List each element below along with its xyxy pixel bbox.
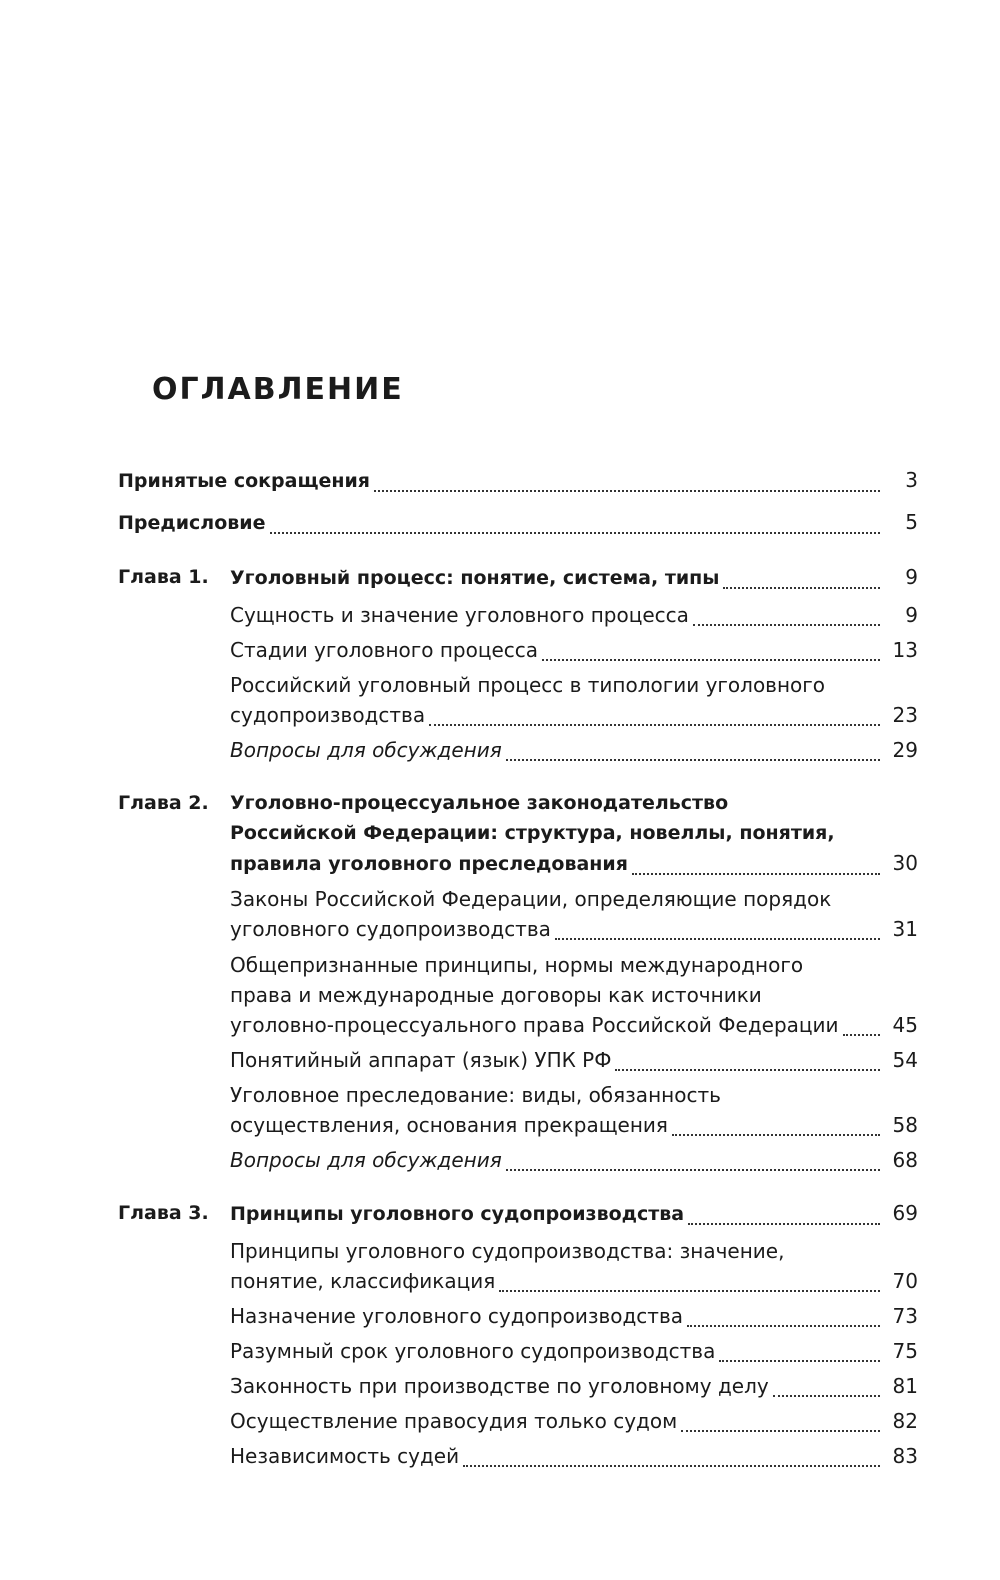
- toc-section-questions[interactable]: Вопросы для обсуждения 68: [230, 1148, 918, 1172]
- chapter-2-label: Глава 2.: [118, 792, 209, 814]
- toc-section-questions[interactable]: Вопросы для обсуждения 29: [230, 738, 918, 762]
- toc-section[interactable]: судопроизводства 23: [230, 703, 918, 727]
- toc-section-line: Законы Российской Федерации, определяющие порядок: [230, 887, 832, 911]
- toc-section[interactable]: уголовно-процессуального права Российской Федерации 45: [230, 1013, 918, 1037]
- page-title: ОГЛАВЛЕНИЕ: [152, 372, 404, 407]
- toc-section[interactable]: Разумный срок уголовного судопроизводства 75: [230, 1339, 918, 1363]
- toc-section[interactable]: Осуществление правосудия только судом 82: [230, 1409, 918, 1433]
- toc-section-line: права и международные договоры как источники: [230, 983, 762, 1007]
- chapter-1-title[interactable]: Уголовный процесс: понятие, система, типы 9: [230, 565, 918, 589]
- toc-section[interactable]: осуществления, основания прекращения 58: [230, 1113, 918, 1137]
- chapter-2-title-line: Уголовно-процессуальное законодательство: [230, 792, 729, 814]
- toc-entry-abbreviations[interactable]: Принятые сокращения 3: [118, 468, 918, 492]
- toc-entry-preface[interactable]: Предисловие 5: [118, 510, 918, 534]
- toc-section[interactable]: Независимость судей 83: [230, 1444, 918, 1468]
- toc-section-line: Российский уголовный процесс в типологии уголовного: [230, 673, 826, 697]
- toc-section[interactable]: Понятийный аппарат (язык) УПК РФ 54: [230, 1048, 918, 1072]
- chapter-2-title[interactable]: правила уголовного преследования 30: [230, 851, 918, 875]
- toc-section-line: Принципы уголовного судопроизводства: значение,: [230, 1239, 785, 1263]
- toc-section[interactable]: понятие, классификация 70: [230, 1269, 918, 1293]
- chapter-3-label: Глава 3.: [118, 1202, 209, 1224]
- toc-section[interactable]: Сущность и значение уголовного процесса 9: [230, 603, 918, 627]
- toc-section-line: Уголовное преследование: виды, обязанность: [230, 1083, 721, 1107]
- chapter-2-title-line: Российской Федерации: структура, новеллы, понятия,: [230, 822, 835, 844]
- toc-section[interactable]: Стадии уголовного процесса 13: [230, 638, 918, 662]
- chapter-1-label: Глава 1.: [118, 566, 209, 588]
- toc-section[interactable]: Назначение уголовного судопроизводства 73: [230, 1304, 918, 1328]
- toc-section[interactable]: Законность при производстве по уголовному делу 81: [230, 1374, 918, 1398]
- toc-section-line: Общепризнанные принципы, нормы международного: [230, 953, 804, 977]
- chapter-3-title[interactable]: Принципы уголовного судопроизводства 69: [230, 1201, 918, 1225]
- toc-section[interactable]: уголовного судопроизводства 31: [230, 917, 918, 941]
